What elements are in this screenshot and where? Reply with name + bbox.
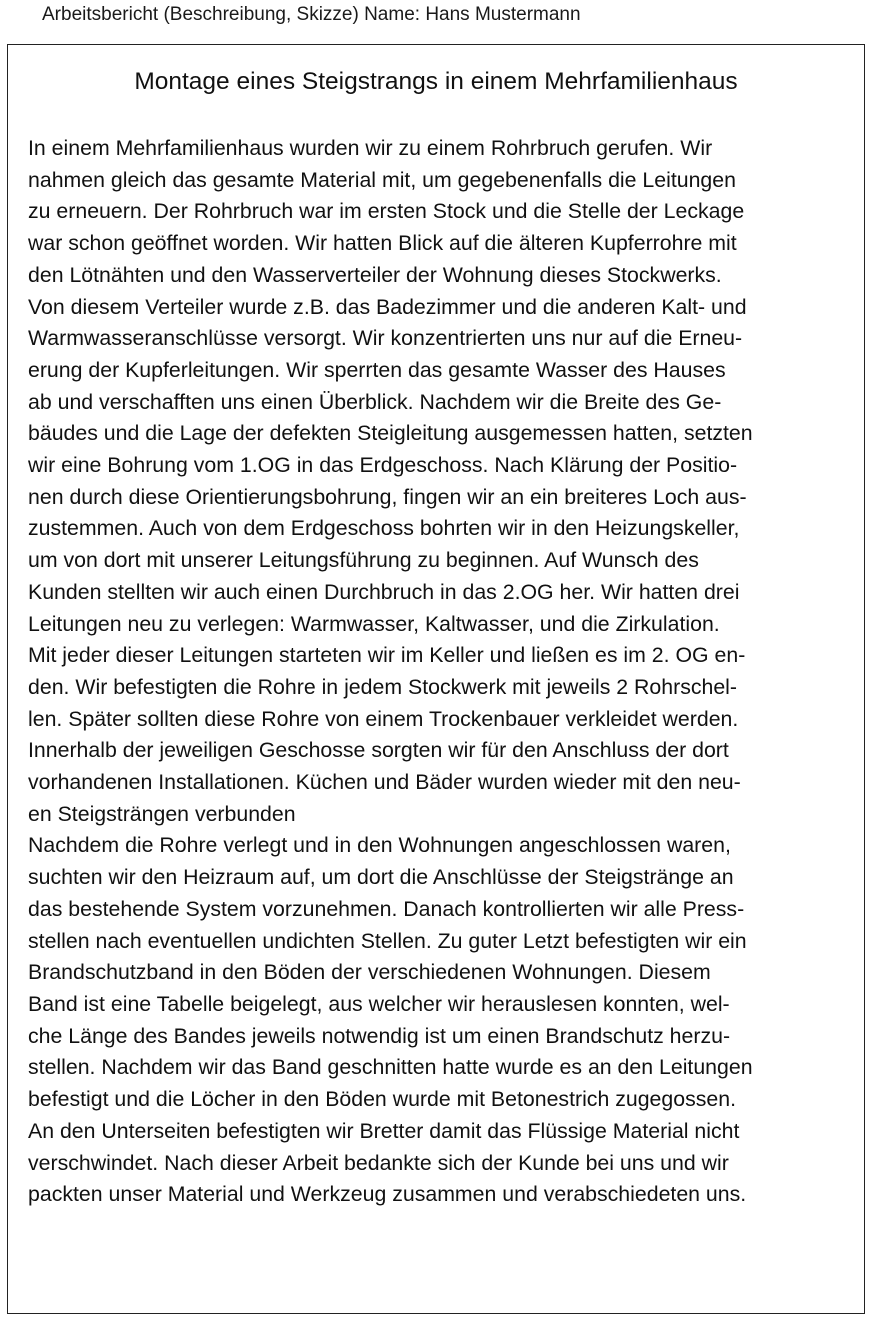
body-line: nen durch diese Orientierungsbohrung, fingen wir an ein breiteres Loch aus-: [28, 484, 747, 509]
body-line: das bestehende System vorzunehmen. Danach kontrollierten wir alle Press-: [28, 896, 745, 921]
body-line: che Länge des Bandes jeweils notwendig ist um einen Brandschutz herzu-: [28, 1023, 731, 1048]
body-line: Kunden stellten wir auch einen Durchbruch in das 2.OG her. Wir hatten drei: [28, 579, 740, 604]
body-line: Mit jeder dieser Leitungen starteten wir im Keller und ließen es im 2. OG en-: [28, 643, 746, 668]
body-line: bäudes und die Lage der defekten Steigleitung ausgemessen hatten, setzten: [28, 421, 753, 446]
body-line: ab und verschafften uns einen Überblick. Nachdem wir die Breite des Ge-: [28, 389, 722, 414]
body-line: packten unser Material und Werkzeug zusammen und verabschiedeten uns.: [28, 1182, 747, 1207]
body-line: Warmwasseranschlüsse versorgt. Wir konzentrierten uns nur auf die Erneu-: [28, 326, 743, 351]
body-line: Nachdem die Rohre verlegt und in den Wohnungen angeschlossen waren,: [28, 833, 731, 858]
report-title: Montage eines Steigstrangs in einem Mehrfamilienhaus: [134, 68, 738, 95]
body-line: stellen nach eventuellen undichten Stellen. Zu guter Letzt befestigten wir ein: [28, 928, 747, 953]
body-line: wir eine Bohrung vom 1.OG in das Erdgeschoss. Nach Klärung der Positio-: [28, 453, 738, 478]
body-line: verschwindet. Nach dieser Arbeit bedankte sich der Kunde bei uns und wir: [28, 1150, 729, 1175]
body-line: Leitungen neu zu verlegen: Warmwasser, Kaltwasser, und die Zirkulation.: [28, 611, 720, 636]
body-line: zustemmen. Auch von dem Erdgeschoss bohrten wir in den Heizungskeller,: [28, 516, 740, 541]
body-line: Innerhalb der jeweiligen Geschosse sorgten wir für den Anschluss der dort: [28, 738, 729, 763]
body-line: war schon geöffnet worden. Wir hatten Blick auf die älteren Kupferrohre mit: [28, 231, 737, 256]
body-line: zu erneuern. Der Rohrbruch war im ersten Stock und die Stelle der Leckage: [28, 199, 745, 224]
report-header: Arbeitsbericht (Beschreibung, Skizze) Name: Hans Mustermann: [42, 4, 581, 25]
body-line: Von diesem Verteiler wurde z.B. das Badezimmer und die anderen Kalt- und: [28, 294, 747, 319]
body-line: suchten wir den Heizraum auf, um dort die Anschlüsse der Steigstränge an: [28, 865, 734, 890]
body-line: den Lötnähten und den Wasserverteiler der Wohnung dieses Stockwerks.: [28, 262, 722, 287]
report-body: [28, 133, 858, 1211]
body-line: en Steigsträngen verbunden: [28, 801, 296, 826]
body-line: Band ist eine Tabelle beigelegt, aus welcher wir herauslesen konnten, wel-: [28, 991, 730, 1016]
body-line: nahmen gleich das gesamte Material mit, um gegebenenfalls die Leitungen: [28, 167, 736, 192]
body-line: An den Unterseiten befestigten wir Bretter damit das Flüssige Material nicht: [28, 1118, 740, 1143]
body-line: vorhandenen Installationen. Küchen und Bäder wurden wieder mit den neu-: [28, 770, 741, 795]
body-line: In einem Mehrfamilienhaus wurden wir zu einem Rohrbruch gerufen. Wir: [28, 136, 713, 160]
body-line: um von dort mit unserer Leitungsführung zu beginnen. Auf Wunsch des: [28, 548, 699, 573]
body-line: den. Wir befestigten die Rohre in jedem Stockwerk mit jeweils 2 Rohrschel-: [28, 674, 738, 699]
body-line: stellen. Nachdem wir das Band geschnitten hatte wurde es an den Leitungen: [28, 1055, 753, 1080]
body-line: len. Später sollten diese Rohre von einem Trockenbauer verkleidet werden.: [28, 706, 739, 731]
report-frame: [7, 44, 865, 1314]
body-line: erung der Kupferleitungen. Wir sperrten das gesamte Wasser des Hauses: [28, 357, 726, 382]
body-line: Brandschutzband in den Böden der verschiedenen Wohnungen. Diesem: [28, 960, 711, 985]
body-line: befestigt und die Löcher in den Böden wurde mit Betonestrich zugegossen.: [28, 1087, 736, 1112]
